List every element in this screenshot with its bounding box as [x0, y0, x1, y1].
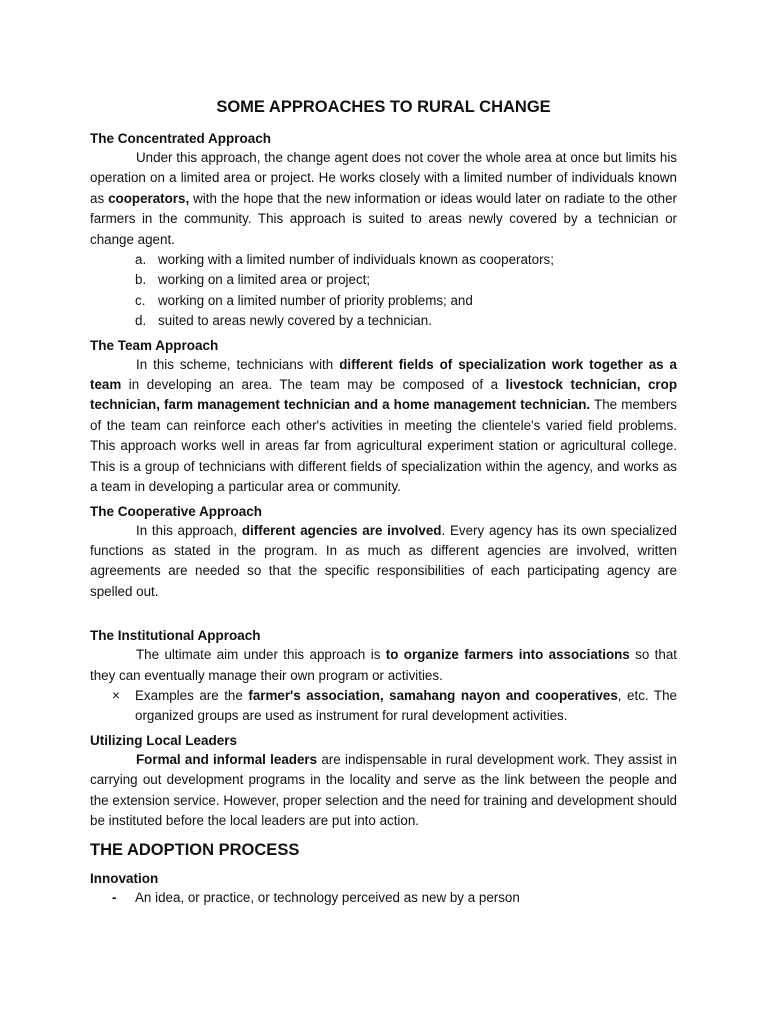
paragraph-cooperative [90, 521, 677, 603]
text: In this approach, [136, 522, 242, 538]
bold-text: livestock technician, crop technician, farm management technician and a home management technician. [90, 377, 677, 413]
bold-text: farmer's association, samahang nayon and cooperatives [248, 687, 618, 703]
text: In this scheme, technicians with [136, 356, 340, 372]
dash-item [90, 888, 677, 908]
text: with the hope that the new information or ideas would later on radiate to the other farmers in the community. This approach is suited to areas newly covered by a technician or change agent. [90, 190, 678, 247]
list-marker: a. [135, 252, 147, 268]
text: . Every agency has its own specialized functions as stated in the program. In as much as different agencies are involved, written agreements are needed so that the specific responsibilities of each participating agency are spelled out. [90, 522, 678, 599]
text: The members of the team can reinforce each other's activities in meeting the clientele's varied field problems. This approach works well in areas far from agricultural experiment station or agricultural college. This is a group of technicians with different fields of specialization within the agency, and works as a team in developing a particular area or community. [90, 397, 678, 495]
text: Under this approach, the change agent does not cover the whole area at once but limits his operation on a limited area or project. He works closely with a limited number of individuals known as [90, 150, 677, 206]
heading-cooperative: The Cooperative Approach [90, 503, 263, 519]
dash-item-text: An idea, or practice, or technology perceived as new by a person [135, 890, 520, 906]
bold-text: different agencies are involved [241, 522, 442, 538]
list-marker: b. [135, 272, 147, 288]
list-item-text: working with a limited number of individuals known as cooperators; [158, 252, 554, 268]
list-item-text: working on a limited number of priority problems; and [158, 292, 473, 308]
heading-adoption-process: THE ADOPTION PROCESS [90, 841, 300, 860]
heading-local-leaders: Utilizing Local Leaders [90, 732, 238, 748]
heading-institutional: The Institutional Approach [90, 628, 261, 644]
list-item-text: working on a limited area or project; [158, 272, 371, 288]
document-body [90, 95, 677, 909]
concentrated-list [90, 250, 677, 332]
bold-text: different fields of specialization work together as a team [90, 356, 677, 393]
x-bullet-icon: × [112, 687, 120, 703]
heading-innovation: Innovation [90, 871, 159, 887]
text: in developing an area. The team may be composed of a [121, 377, 506, 393]
x-bullet-item [90, 686, 677, 727]
bold-text: Formal and informal leaders [136, 751, 318, 767]
list-item [90, 250, 677, 270]
heading-team: The Team Approach [90, 337, 219, 353]
list-marker: c. [135, 292, 146, 308]
text: so that they can eventually manage their own program or activities. [90, 647, 677, 683]
list-marker: d. [135, 313, 147, 329]
text: are indispensable in rural development work. They assist in carrying out development programs in the locality and serve as the link between the people and the extension service. However, proper selection and the need for training and development should be instituted before the local leaders are put into action. [90, 751, 677, 828]
bold-text: to organize farmers into associations [385, 647, 630, 663]
paragraph-team [90, 355, 677, 498]
dash-marker: - [112, 890, 117, 906]
paragraph-local-leaders [90, 750, 677, 832]
paragraph-concentrated [90, 148, 677, 250]
list-item [90, 311, 677, 331]
text: Examples are the [135, 687, 249, 703]
bold-text: cooperators, [108, 190, 190, 206]
text: , etc. The organized groups are used as instrument for rural development activities. [135, 687, 677, 724]
heading-concentrated: The Concentrated Approach [90, 131, 272, 146]
page-title: SOME APPROACHES TO RURAL CHANGE [216, 98, 551, 116]
list-item [90, 270, 677, 290]
list-item [90, 291, 677, 311]
paragraph-institutional [90, 645, 677, 686]
text: The ultimate aim under this approach is [136, 647, 386, 663]
list-item-text: suited to areas newly covered by a technician. [158, 313, 432, 329]
